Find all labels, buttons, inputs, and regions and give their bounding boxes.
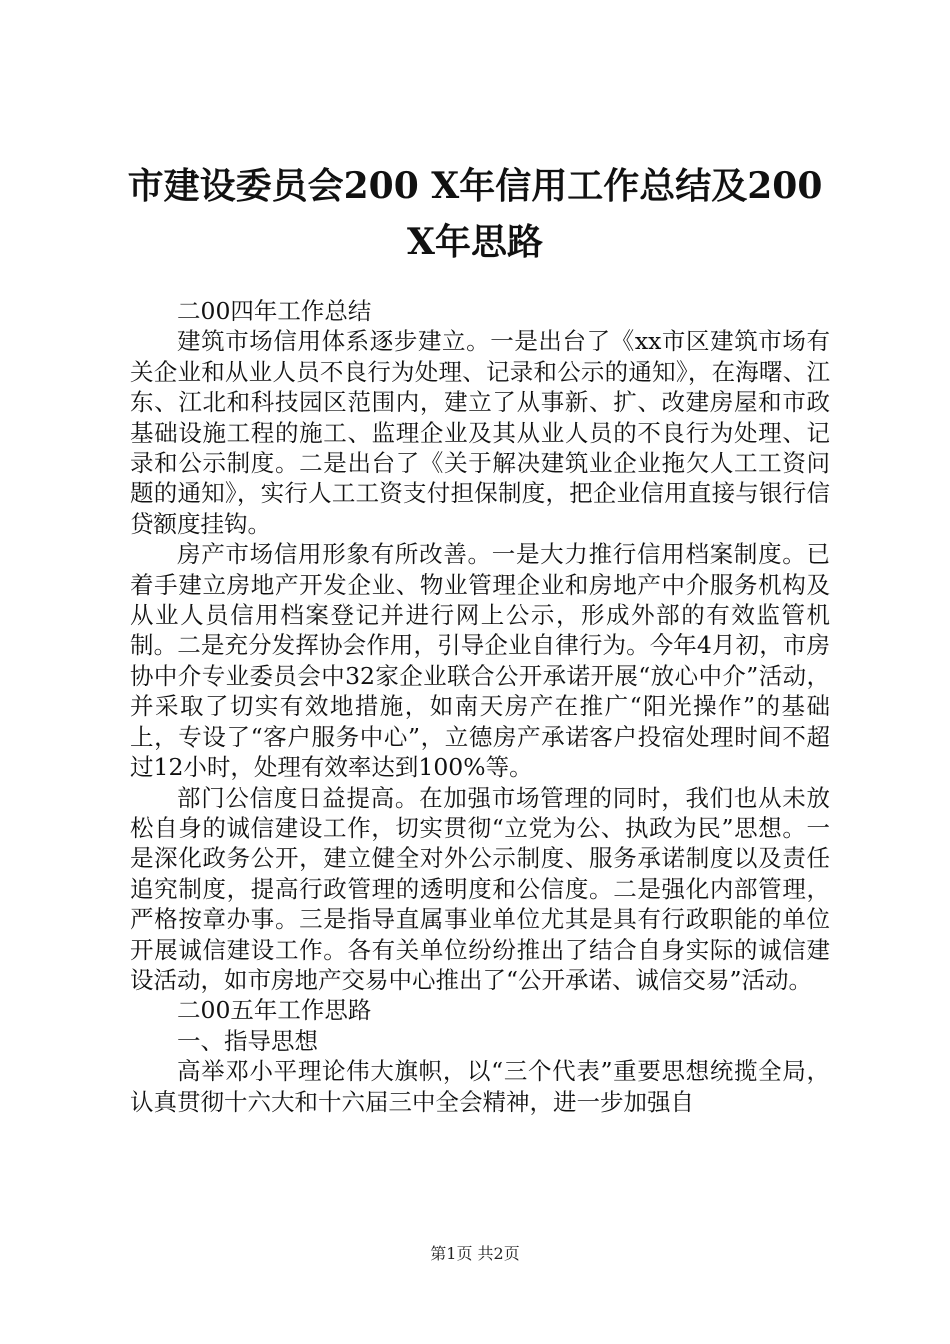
paragraph-real-estate-market: 房产市场信用形象有所改善。一是大力推行信用档案制度。已着手建立房地产开发企业、物业管理企业和房地产中介服务机构及从业人员信用档案登记并进行网上公示，形成外部的有效监管机制。二是充分发挥协会作用，引导企业自律行为。今年4月初，市房协中介专业委员会中32家企业联合公开承诺开展“放心中介”活动，并采取了切实有效地措施，如南天房产在推广“阳光操作”的基础上，专设了“客户服务中心”，立德房产承诺客户投宿处理时间不超过12小时，处理有效率达到100%等。 [130, 540, 830, 782]
document-body [130, 296, 830, 1117]
section-heading-2004-summary: 二00四年工作总结 [177, 297, 372, 325]
document-title: 市建设委员会200 X年信用工作总结及200 X年思路 [127, 165, 823, 263]
paragraph-guiding-ideology: 高举邓小平理论伟大旗帜，以“三个代表”重要思想统揽全局，认真贯彻十六大和十六届三中全会精神，进一步加强自 [130, 1057, 830, 1116]
page-number-footer: 第1页 共2页 [430, 1244, 520, 1263]
paragraph-construction-market: 建筑市场信用体系逐步建立。一是出台了《xx市区建筑市场有关企业和从业人员不良行为处理、记录和公示的通知》，在海曙、江东、江北和科技园区范围内，建立了从事新、扩、改建房屋和市政基础设施工程的施工、监理企业及其从业人员的不良行为处理、记录和公示制度。二是出台了《关于解决建筑业企业拖欠人工工资问题的通知》，实行人工工资支付担保制度，把企业信用直接与银行信贷额度挂钩。 [130, 327, 830, 538]
paragraph-department-credibility: 部门公信度日益提高。在加强市场管理的同时，我们也从未放松自身的诚信建设工作，切实贯彻“立党为公、执政为民”思想。一是深化政务公开，建立健全对外公示制度、服务承诺制度以及责任追究制度，提高行政管理的透明度和公信度。二是强化内部管理，严格按章办事。三是指导直属事业单位尤其是具有行政职能的单位开展诚信建设工作。各有关单位纷纷推出了结合自身实际的诚信建设活动，如市房地产交易中心推出了“公开承诺、诚信交易”活动。 [130, 783, 830, 994]
subsection-heading-guiding-ideology: 一、指导思想 [177, 1026, 318, 1055]
section-heading-2005-plan: 二00五年工作思路 [177, 996, 372, 1025]
